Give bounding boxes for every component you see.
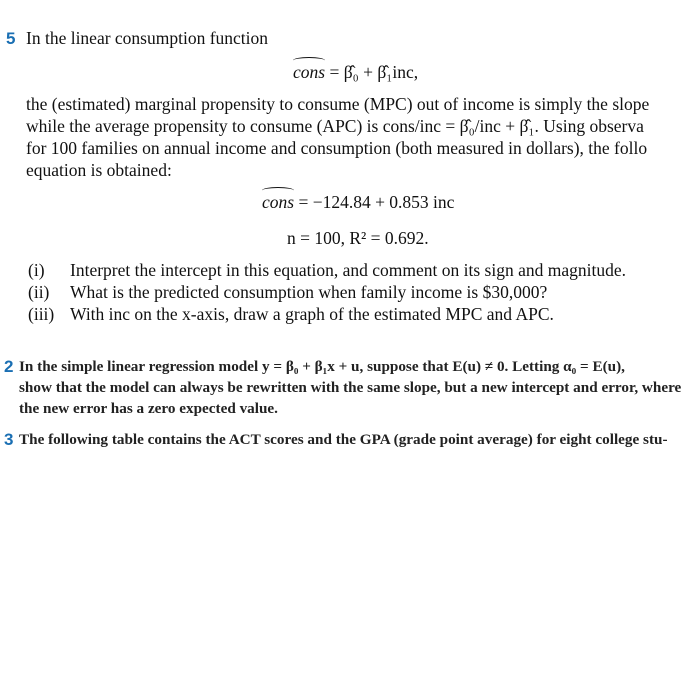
equation-consumption-function (293, 62, 418, 83)
eq2-lhs: cons (262, 192, 295, 212)
question-2-number: 2 (4, 357, 14, 376)
item-iii-text: With inc on the x-axis, draw a graph of the estimated MPC and APC. (70, 304, 554, 324)
q2-line-2: show that the model can always be rewritten with the same slope, but a new intercept and error, where (19, 379, 682, 396)
item-iii-number: (iii) (28, 304, 55, 324)
q5-paragraph-line-3: for 100 families on annual income and consumption (both measured in dollars), the follo (26, 138, 648, 158)
q5-item-i (28, 259, 626, 281)
item-ii-text: What is the predicted consumption when family income is $30,000? (70, 282, 548, 302)
eq1-rhs: = β̂₀ + β̂₁inc, (329, 62, 419, 82)
q5-item-ii (28, 281, 547, 303)
eq1-lhs: cons (293, 62, 326, 82)
q5-paragraph-line-1: the (estimated) marginal propensity to consume (MPC) out of income is simply the slope (26, 94, 650, 114)
item-i-number: (i) (28, 260, 45, 280)
equation-estimated (262, 192, 454, 213)
q5-paragraph-line-2: while the average propensity to consume (APC) is cons/inc = β̂₀/inc + β̂₁. Using observa (26, 116, 644, 136)
q5-item-iii (28, 303, 554, 325)
question-3-number: 3 (4, 430, 14, 449)
q2-line-1: In the simple linear regression model y = β₀ + β₁x + u, suppose that E(u) ≠ 0. Letting α₀ = E(u), (19, 358, 625, 375)
item-ii-number: (ii) (28, 282, 50, 302)
q5-paragraph-line-4: equation is obtained: (26, 160, 172, 180)
question-5-number: 5 (6, 29, 16, 48)
item-i-text: Interpret the intercept in this equation, and comment on its sign and magnitude. (70, 260, 626, 280)
eq2-rhs: = −124.84 + 0.853 inc (298, 192, 455, 212)
question-5-intro: In the linear consumption function (26, 28, 269, 48)
q3-line-1: The following table contains the ACT scores and the GPA (grade point average) for eight college stu- (19, 431, 668, 448)
equation-sample-stats: n = 100, R² = 0.692. (287, 228, 429, 248)
q2-line-3: the new error has a zero expected value. (19, 400, 278, 417)
